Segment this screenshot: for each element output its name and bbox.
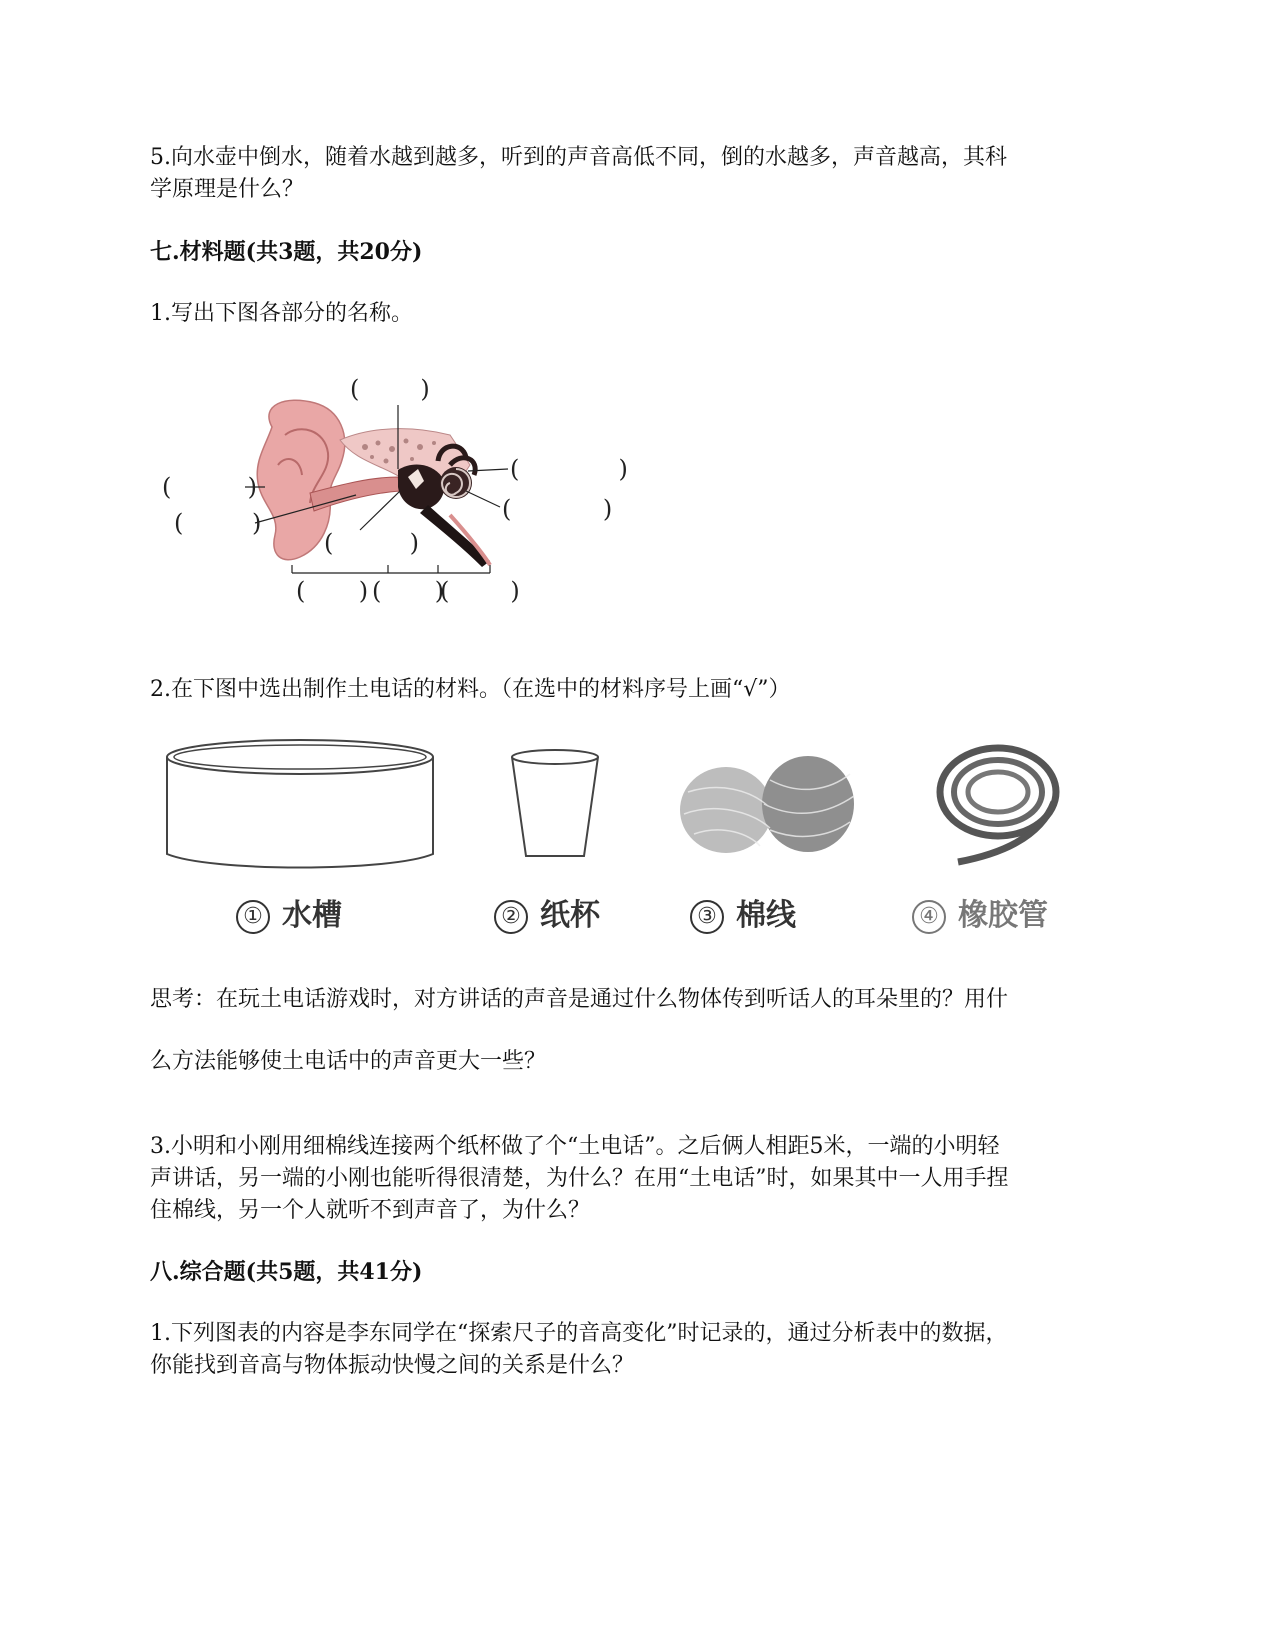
paper-cup-icon: [512, 750, 598, 856]
ear-diagram: [150, 365, 670, 615]
ear-blank-left-upper[interactable]: ( ): [162, 473, 258, 501]
ear-blank-bottom-1[interactable]: ( ): [296, 577, 369, 605]
material-label-cotton-thread[interactable]: [690, 890, 796, 934]
material-number-1[interactable]: ①: [236, 900, 270, 934]
ear-blank-top[interactable]: ( ): [350, 375, 430, 403]
cotton-thread-icon: [680, 756, 854, 853]
material-number-4[interactable]: ④: [912, 900, 946, 934]
ear-blank-right-upper[interactable]: ( ): [510, 455, 628, 483]
material-question-3: [150, 1131, 1130, 1227]
material-question-3-line-1: 3.小明和小刚用细棉线连接两个纸杯做了个“土电话”。之后俩人相距5米，一端的小明轻: [150, 1134, 1000, 1159]
rubber-tube-icon: [940, 748, 1056, 862]
material-question-3-line-3: 住棉线，另一个人就听不到声音了，为什么？: [150, 1198, 591, 1223]
material-label-rubber-tube[interactable]: [912, 890, 1048, 934]
material-number-2[interactable]: ②: [494, 900, 528, 934]
materials-illustrations: [160, 730, 1120, 880]
material-name-1: 水槽: [282, 898, 342, 933]
materials-figure: [160, 730, 1120, 950]
section-7-heading: 七.材料题(共3题，共20分): [150, 239, 423, 265]
ear-blank-bottom-3[interactable]: ( ): [440, 577, 520, 605]
comprehensive-question-1-line-1: 1.下列图表的内容是李东同学在“探索尺子的音高变化”时记录的，通过分析表中的数据，: [150, 1321, 1008, 1346]
think-line-2: 么方法能够使土电话中的声音更大一些？: [150, 1049, 547, 1074]
question-5-line-1: 5.向水壶中倒水，随着水越到越多，听到的声音高低不同，倒的水越多，声音越高，其科: [150, 145, 1007, 170]
material-name-2: 纸杯: [540, 898, 600, 933]
ear-blank-left-lower[interactable]: ( ): [174, 509, 262, 537]
material-question-3-line-2: 声讲话，另一端的小刚也能听得很清楚，为什么？在用“土电话”时，如果其中一人用手捏: [150, 1166, 1009, 1191]
material-number-3[interactable]: ③: [690, 900, 724, 934]
material-name-4: 橡胶管: [958, 898, 1048, 933]
comprehensive-question-1: [150, 1318, 1130, 1382]
ear-blank-center[interactable]: ( ): [324, 529, 420, 557]
question-5-line-2: 学原理是什么？: [150, 177, 305, 202]
ear-blank-right-lower[interactable]: ( ): [502, 495, 613, 523]
think-line-1: 思考：在玩土电话游戏时，对方讲话的声音是通过什么物体传到听话人的耳朵里的？用什: [150, 987, 1009, 1012]
material-question-1: 1.写出下图各部分的名称。: [150, 301, 413, 326]
material-name-3: 棉线: [736, 898, 796, 933]
water-tank-icon: [167, 740, 433, 868]
material-label-paper-cup[interactable]: [494, 890, 600, 934]
question-5-text: [150, 142, 1130, 206]
ear-blank-bottom-2[interactable]: ( ): [372, 577, 445, 605]
material-question-2: 2.在下图中选出制作土电话的材料。（在选中的材料序号上画“√”）: [150, 677, 791, 702]
comprehensive-question-1-line-2: 你能找到音高与物体振动快慢之间的关系是什么？: [150, 1353, 635, 1378]
section-8-heading: 八.综合题(共5题，共41分): [150, 1259, 423, 1285]
material-label-water-tank[interactable]: [236, 890, 342, 934]
